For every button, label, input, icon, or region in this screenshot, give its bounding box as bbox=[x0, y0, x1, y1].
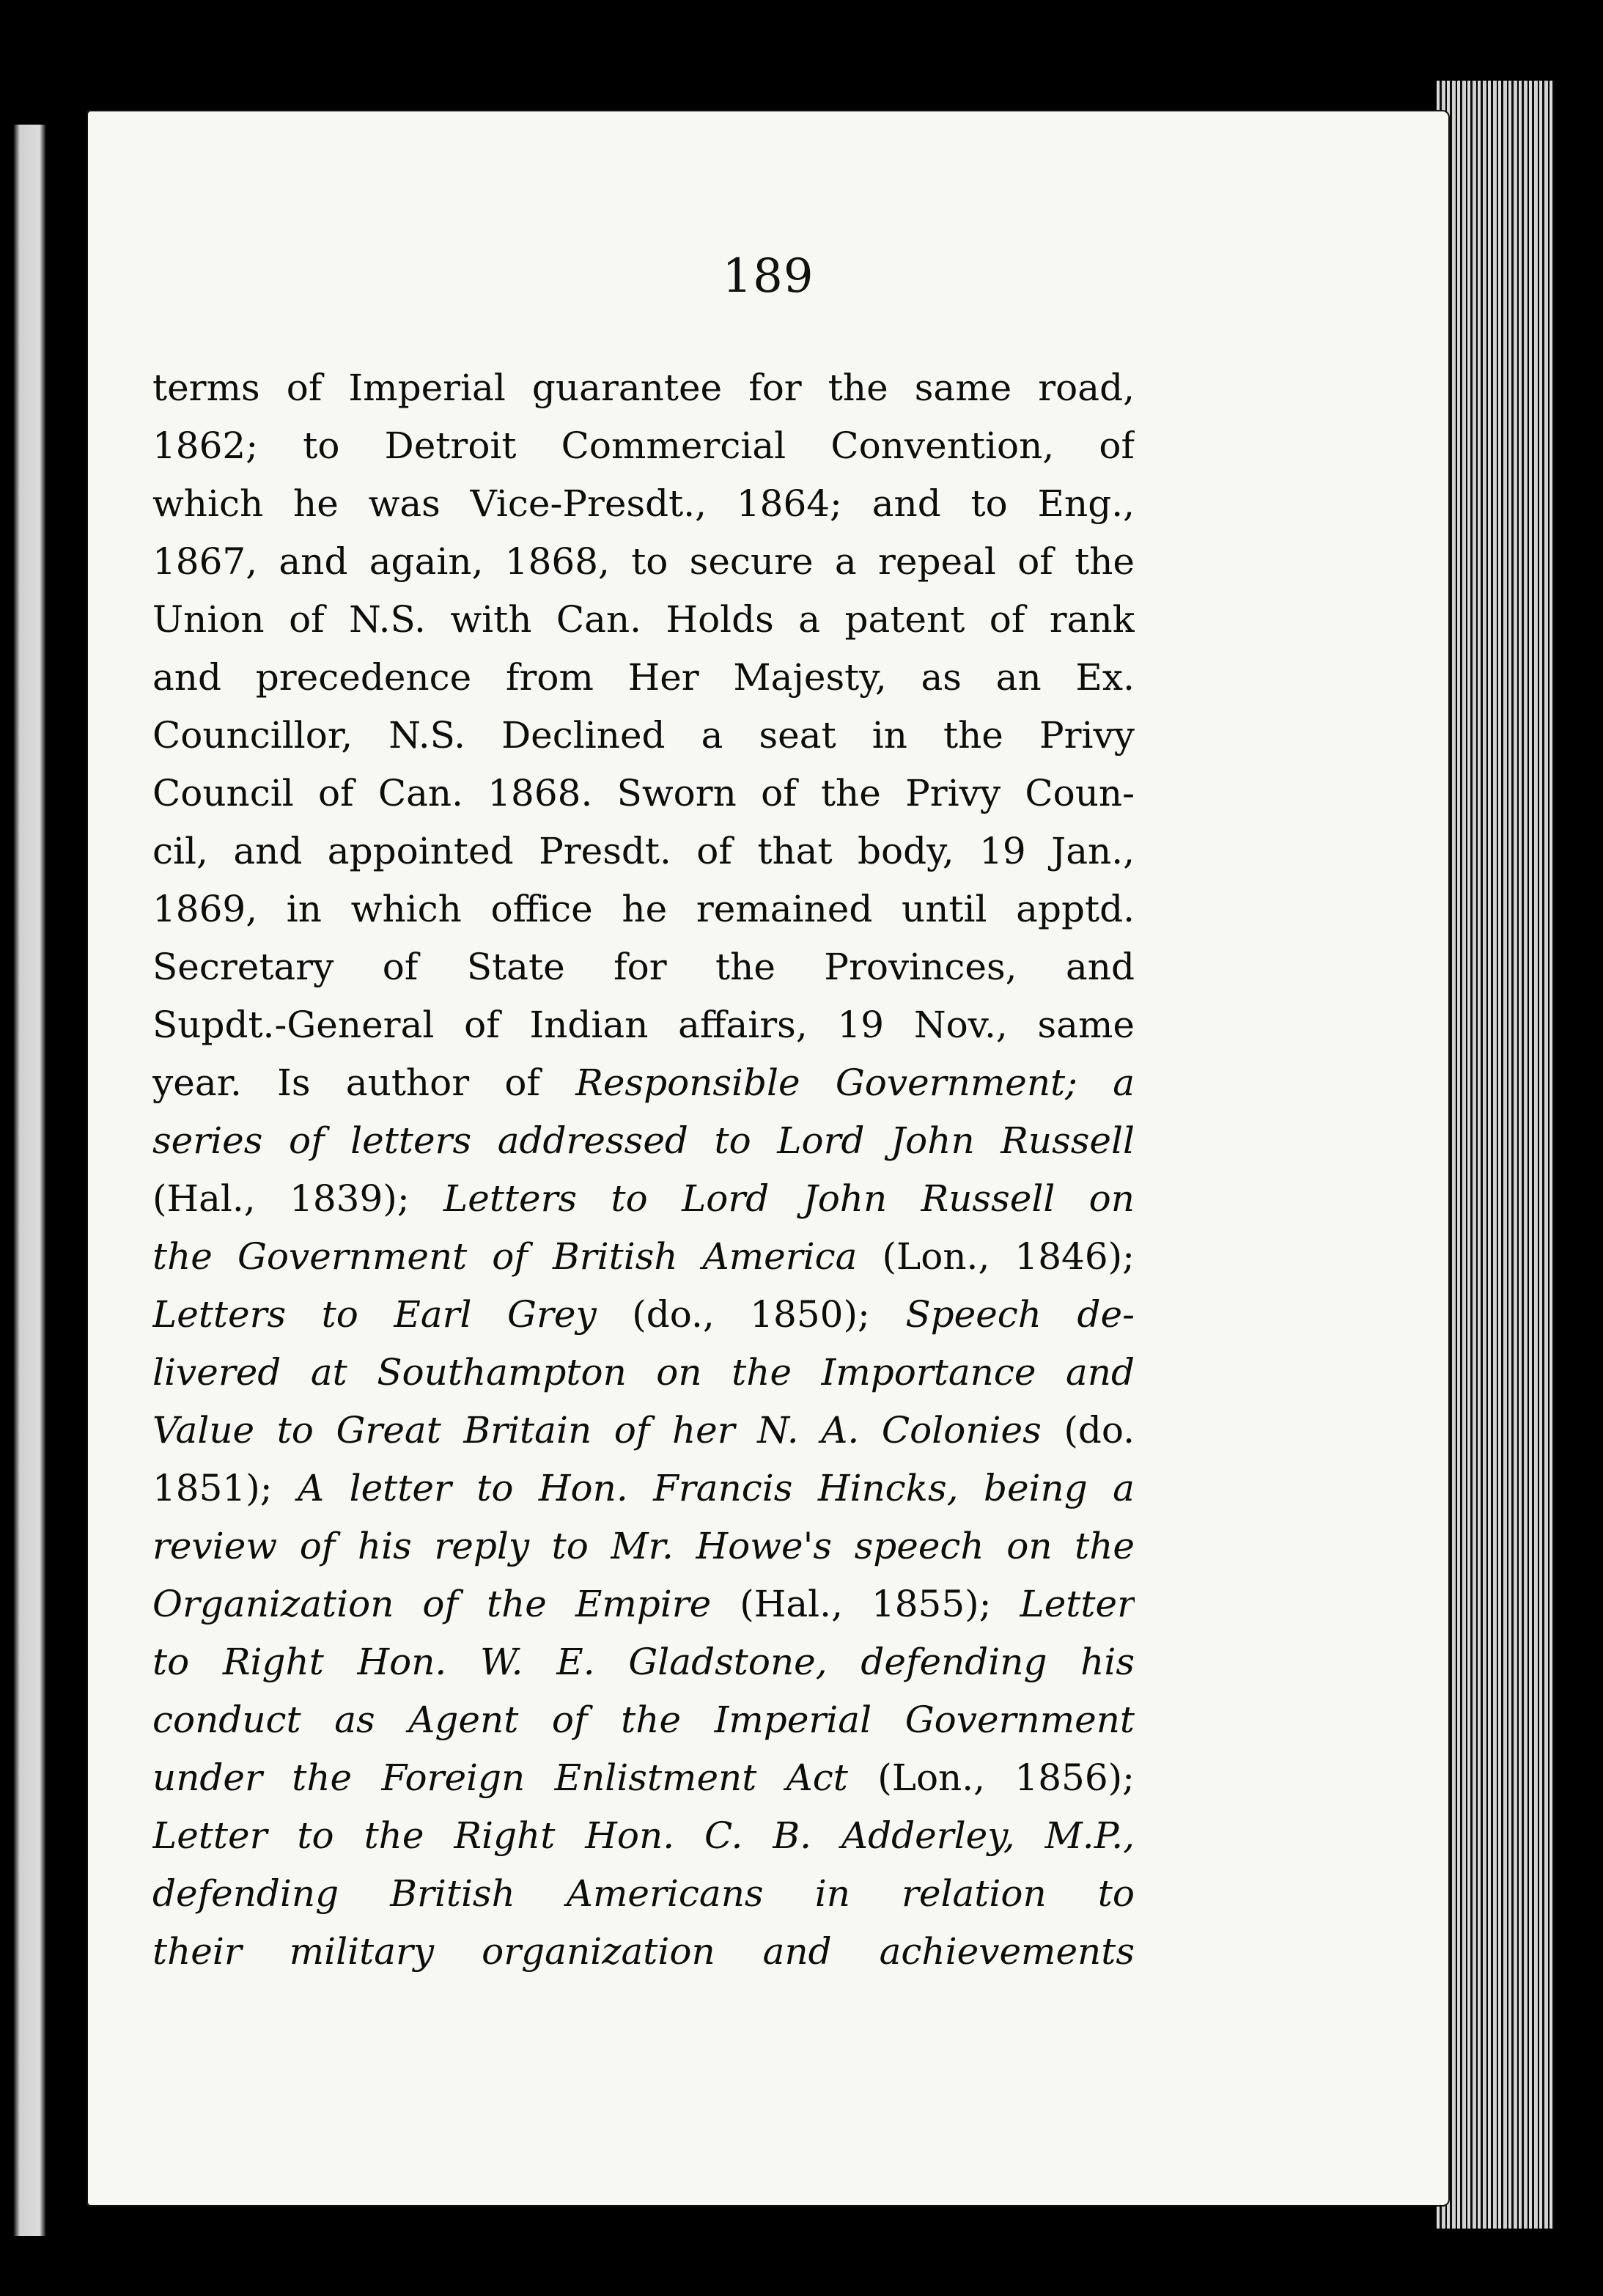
text-segment: 1869, in which office he remained until apptd. bbox=[152, 888, 1135, 930]
text-line bbox=[152, 1923, 1135, 1981]
text-segment: Secretary of State for the Provinces, and bbox=[152, 946, 1135, 988]
text-line bbox=[152, 1517, 1135, 1575]
italic-text-segment: defending British Americans in relation to bbox=[152, 1872, 1135, 1915]
text-line bbox=[152, 1865, 1135, 1923]
text-line bbox=[152, 938, 1135, 996]
text-line bbox=[152, 1633, 1135, 1691]
italic-text-segment: Organization of the Empire bbox=[152, 1583, 712, 1625]
text-segment: terms of Imperial guarantee for the same road, bbox=[152, 367, 1135, 409]
text-line bbox=[152, 533, 1135, 591]
previous-page-edge bbox=[0, 125, 66, 2236]
italic-text-segment: livered at Southampton on the Importance and bbox=[152, 1351, 1135, 1394]
italic-text-segment: the Government of British America bbox=[152, 1235, 858, 1278]
italic-text-segment: under the Foreign Enlistment Act bbox=[152, 1756, 848, 1799]
italic-text-segment: series of letters addressed to Lord John Russell bbox=[152, 1119, 1135, 1162]
text-line bbox=[152, 417, 1135, 475]
text-segment: (Hal., 1839); bbox=[152, 1177, 444, 1220]
italic-text-segment: their military organization and achievements bbox=[152, 1930, 1135, 1973]
italic-text-segment: to Right Hon. W. E. Gladstone, defending his bbox=[152, 1641, 1135, 1683]
text-line bbox=[152, 1749, 1135, 1807]
text-line bbox=[152, 996, 1135, 1054]
text-segment: (do. bbox=[1041, 1409, 1135, 1451]
text-line bbox=[152, 880, 1135, 938]
italic-text-segment: conduct as Agent of the Imperial Government bbox=[152, 1699, 1135, 1741]
text-segment: (Hal., 1855); bbox=[711, 1583, 1020, 1625]
italic-text-segment: Letter bbox=[1020, 1583, 1135, 1625]
text-line bbox=[152, 1460, 1135, 1517]
italic-text-segment: Letters to Earl Grey bbox=[152, 1293, 597, 1336]
text-segment: Councillor, N.S. Declined a seat in the Privy bbox=[152, 714, 1135, 757]
text-line bbox=[152, 1575, 1135, 1633]
text-line bbox=[152, 649, 1135, 707]
text-line bbox=[152, 1286, 1135, 1344]
text-line bbox=[152, 707, 1135, 765]
italic-text-segment: Speech de- bbox=[905, 1293, 1135, 1336]
italic-text-segment: A letter to Hon. Francis Hincks, being a bbox=[298, 1467, 1135, 1509]
text-segment: Council of Can. 1868. Sworn of the Privy Coun- bbox=[152, 772, 1135, 814]
text-line bbox=[152, 1228, 1135, 1286]
text-segment: Union of N.S. with Can. Holds a patent of rank bbox=[152, 598, 1135, 641]
text-segment: year. Is author of bbox=[152, 1061, 576, 1104]
text-segment: (do., 1850); bbox=[596, 1293, 906, 1336]
text-line bbox=[152, 1691, 1135, 1749]
page-number: 189 bbox=[722, 249, 814, 303]
italic-text-segment: Letter to the Right Hon. C. B. Adderley, M.P., bbox=[152, 1814, 1135, 1857]
text-segment: which he was Vice-Presdt., 1864; and to Eng., bbox=[152, 482, 1135, 525]
text-line bbox=[152, 1807, 1135, 1865]
text-line bbox=[152, 765, 1135, 823]
italic-text-segment: review of his reply to Mr. Howe's speech on the bbox=[152, 1525, 1135, 1567]
italic-text-segment: Value to Great Britain of her N. A. Colonies bbox=[152, 1409, 1042, 1451]
text-line bbox=[152, 475, 1135, 533]
italic-text-segment: Responsible Government; a bbox=[575, 1061, 1135, 1104]
text-segment: and precedence from Her Majesty, as an Ex. bbox=[152, 656, 1135, 699]
text-segment: (Lon., 1856); bbox=[847, 1756, 1135, 1799]
text-segment: (Lon., 1846); bbox=[857, 1235, 1135, 1278]
text-line bbox=[152, 1170, 1135, 1228]
text-line bbox=[152, 359, 1135, 417]
text-line bbox=[152, 823, 1135, 880]
text-line bbox=[152, 1344, 1135, 1402]
italic-text-segment: Letters to Lord John Russell on bbox=[443, 1177, 1135, 1220]
text-line bbox=[152, 591, 1135, 649]
text-line bbox=[152, 1054, 1135, 1112]
page-edge-stack bbox=[1437, 81, 1554, 2229]
text-segment: cil, and appointed Presdt. of that body, 19 Jan., bbox=[152, 830, 1135, 872]
text-line bbox=[152, 1112, 1135, 1170]
text-segment: 1851); bbox=[152, 1467, 298, 1509]
book-page bbox=[86, 110, 1450, 2207]
text-segment: 1867, and again, 1868, to secure a repeal of the bbox=[152, 540, 1135, 583]
body-text bbox=[152, 359, 1135, 1981]
text-segment: Supdt.-General of Indian affairs, 19 Nov., same bbox=[152, 1004, 1135, 1046]
text-line bbox=[152, 1402, 1135, 1460]
text-segment: 1862; to Detroit Commercial Convention, of bbox=[152, 424, 1135, 467]
